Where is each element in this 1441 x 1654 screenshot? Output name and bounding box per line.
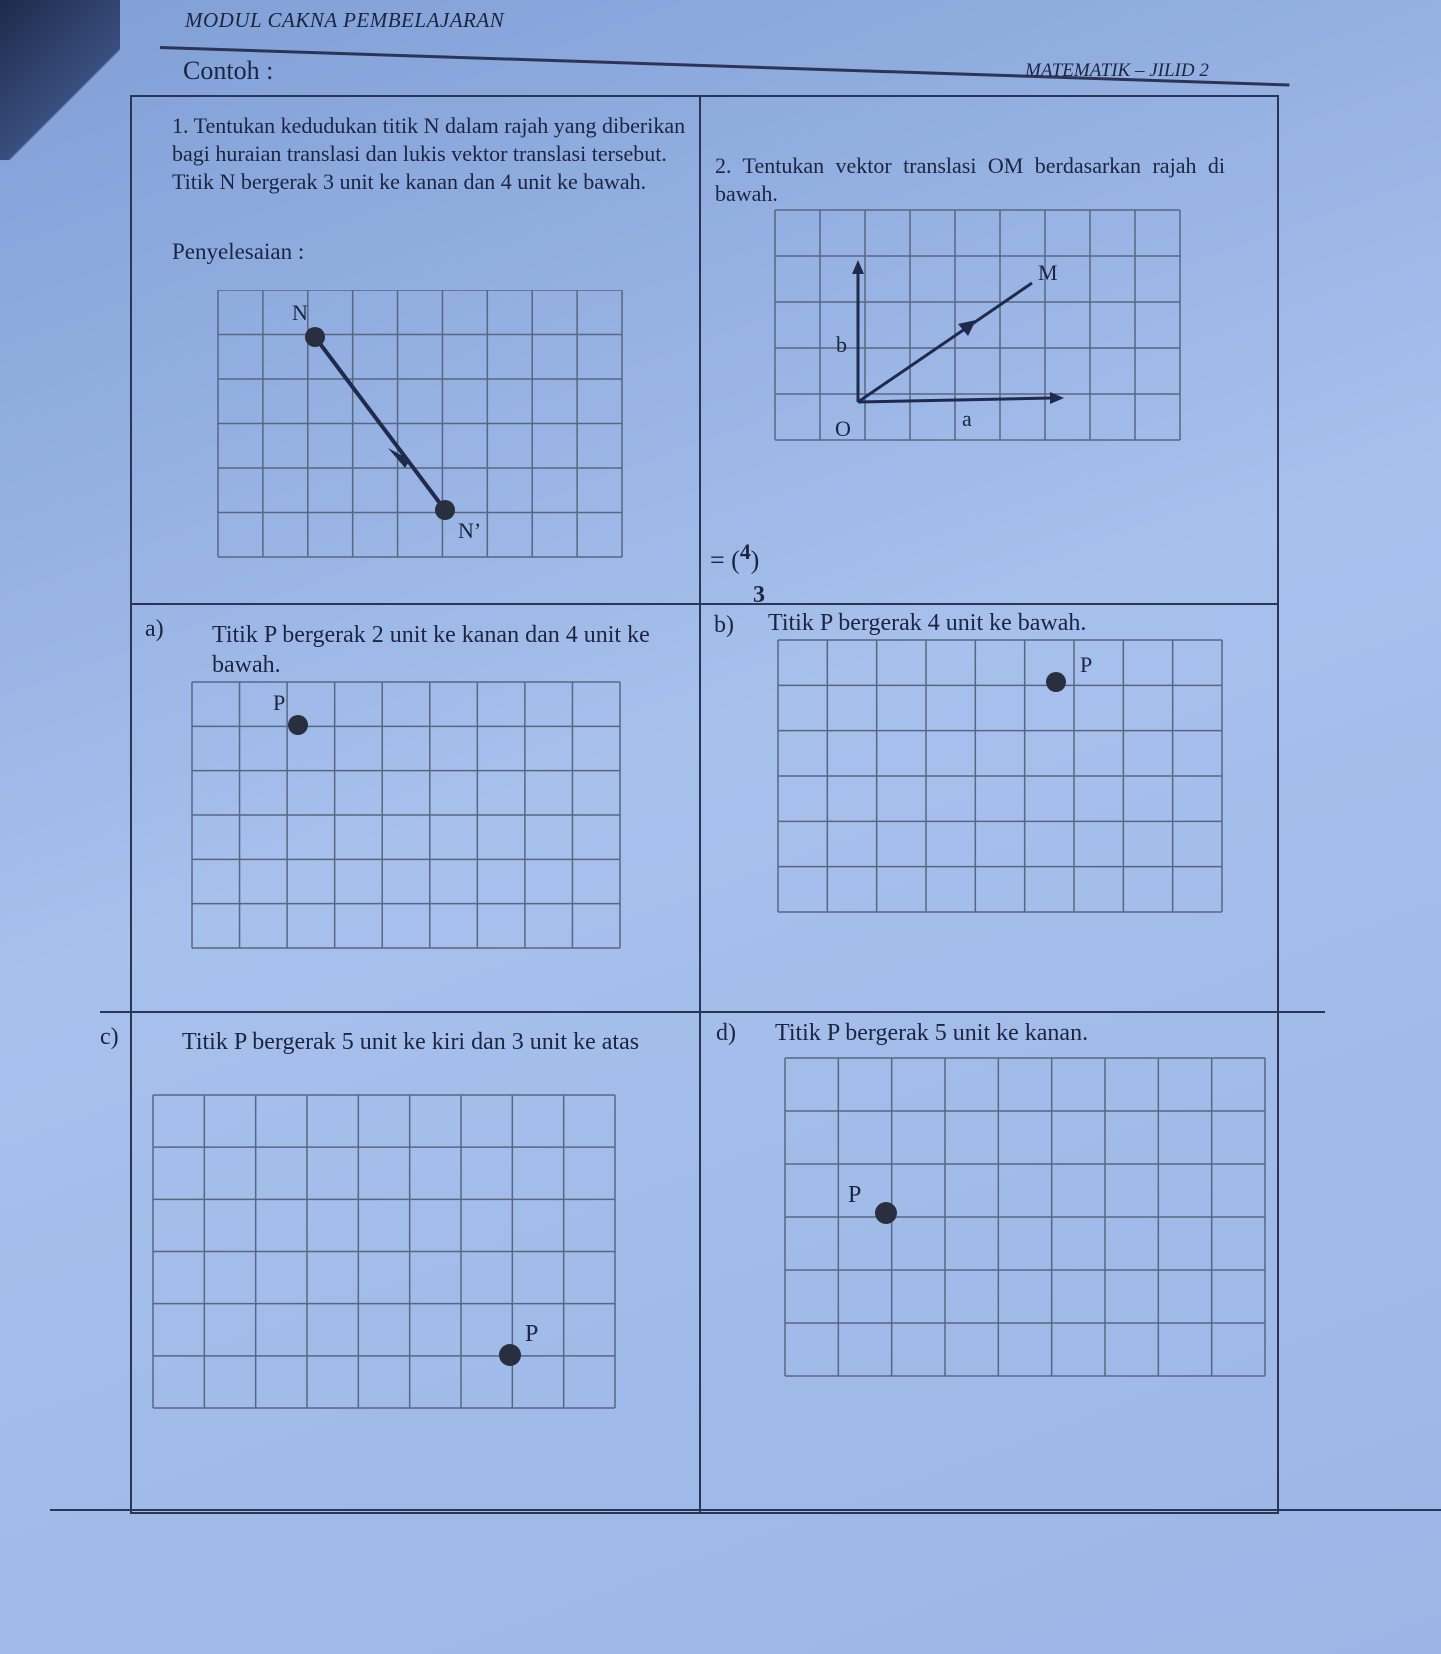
label-b: b (836, 332, 847, 357)
grid-q2 (770, 208, 1190, 448)
question-1-text: 1. Tentukan kedudukan titik N dalam rajah yang diberikan bagi huraian translasi dan lukis vektor translasi tersebut. Titik N bergerak 3 unit ke kanan dan 4 unit ke bawah. (172, 113, 686, 194)
question-2-text: 2. Tentukan vektor translasi OM berdasarkan rajah di bawah. (715, 153, 1225, 206)
grid-lines (775, 210, 1180, 440)
answer-suffix: ) (750, 545, 760, 575)
a-text: Titik P bergerak 2 unit ke kanan dan 4 unit ke bawah. (212, 622, 650, 678)
point-n (305, 327, 325, 347)
row-divider-2 (100, 1011, 1325, 1013)
answer-prefix: = ( (710, 545, 740, 575)
label-a: a (962, 406, 972, 431)
point-p (499, 1344, 521, 1366)
label-p: P (848, 1182, 862, 1208)
arrowhead-icon (958, 320, 976, 336)
solution-label: Penyelesaian : (172, 239, 305, 264)
grid-lines (192, 682, 620, 948)
grid-lines (218, 290, 622, 557)
c-marker: c) (100, 1024, 119, 1050)
vector-a (858, 398, 1052, 402)
vector-om (858, 283, 1032, 402)
answer-top: 4 (739, 540, 751, 564)
grid-c (150, 1093, 620, 1413)
b-marker: b) (714, 612, 734, 638)
answer-bottom: 3 (753, 582, 765, 608)
row-divider-1 (130, 603, 1277, 605)
point-p (875, 1202, 897, 1224)
label-p: P (1080, 652, 1093, 677)
a-marker: a) (145, 616, 164, 642)
example-heading: Contoh : (183, 56, 274, 85)
grid-b (774, 638, 1226, 916)
point-p (1046, 672, 1066, 692)
grid-lines (785, 1058, 1265, 1376)
c-text: Titik P bergerak 5 unit ke kiri dan 3 unit ke atas (182, 1029, 640, 1055)
background-shadow (0, 0, 120, 160)
label-p: P (525, 1321, 539, 1347)
label-n: N (292, 300, 308, 325)
point-p (288, 715, 308, 735)
point-n-prime (435, 500, 455, 520)
label-m: M (1038, 260, 1058, 285)
d-text: Titik P bergerak 5 unit ke kanan. (775, 1020, 1089, 1046)
grid-lines (153, 1095, 615, 1408)
module-title: MODUL CAKNA PEMBELAJARAN (185, 8, 505, 32)
label-n-prime: N’ (458, 518, 482, 543)
column-divider (699, 95, 701, 1512)
label-o: O (835, 416, 851, 441)
answer-vector (710, 540, 759, 576)
bottom-rule (50, 1509, 1441, 1511)
arrowhead-icon (852, 260, 864, 274)
label-p: P (273, 690, 286, 715)
grid-d (782, 1056, 1270, 1380)
b-text: Titik P bergerak 4 unit ke bawah. (768, 610, 1087, 636)
grid-a (188, 680, 624, 952)
d-marker: d) (716, 1020, 736, 1046)
subject-label: MATEMATIK – JILID 2 (1025, 60, 1209, 81)
grid-lines (778, 640, 1222, 912)
grid-q1 (210, 290, 630, 565)
